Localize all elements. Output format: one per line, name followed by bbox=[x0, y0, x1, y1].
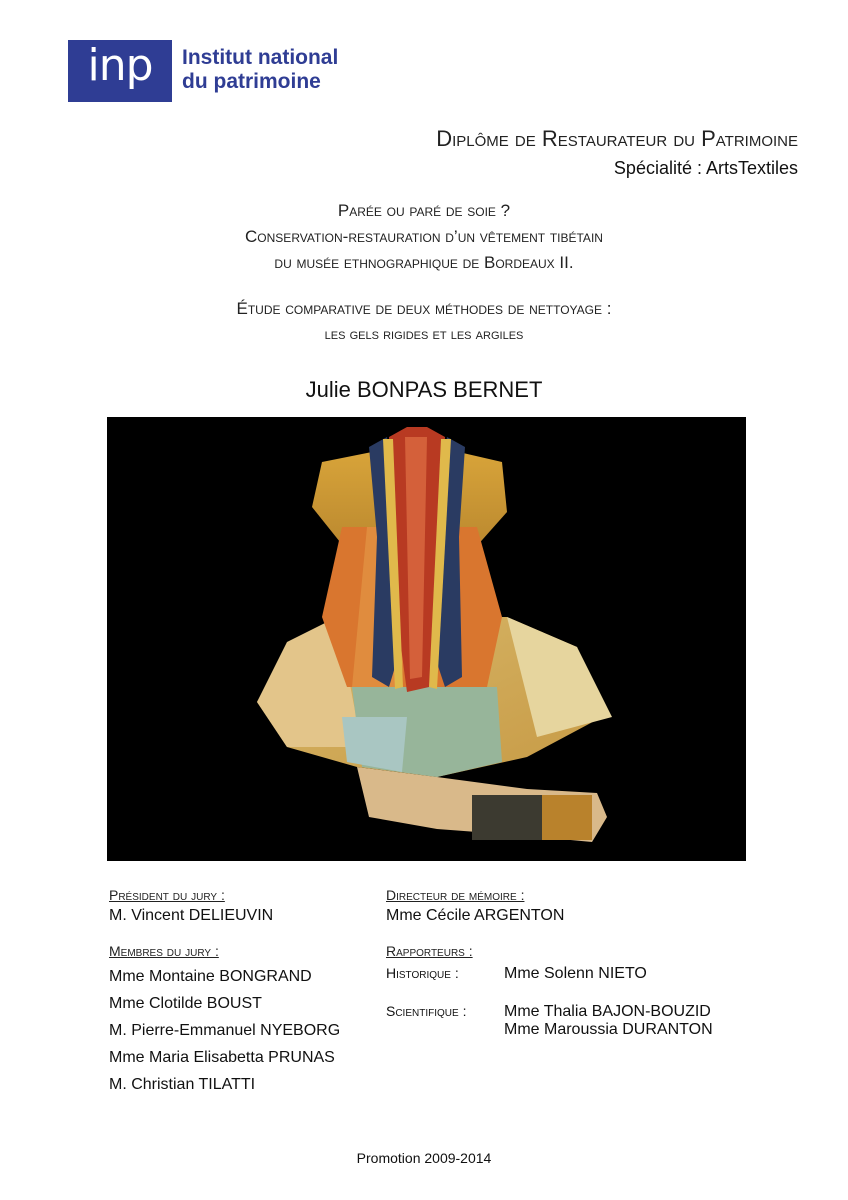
specialty: Spécialité : ArtsTextiles bbox=[613, 158, 798, 178]
president-label: Président du jury : bbox=[109, 887, 225, 903]
scientifique-name: Mme Thalia BAJON-BOUZID bbox=[504, 1003, 711, 1020]
promotion: Promotion 2009-2014 bbox=[356, 1150, 492, 1166]
scientifique-row bbox=[386, 1003, 713, 1039]
logo-abbr: inp bbox=[87, 40, 153, 91]
director-name: Mme Cécile ARGENTON bbox=[386, 907, 565, 924]
jury-section bbox=[109, 887, 340, 1098]
rapporteurs-label: Rapporteurs : bbox=[386, 943, 473, 959]
title-line-5: les gels rigides et les argiles bbox=[324, 326, 524, 343]
members-list bbox=[109, 963, 340, 1098]
title-line-4: Étude comparative de deux méthodes de nettoyage : bbox=[236, 299, 612, 318]
historique-row bbox=[386, 965, 713, 983]
jury-member: M. Christian TILATTI bbox=[109, 1076, 256, 1093]
director-label: Directeur de mémoire : bbox=[386, 887, 525, 903]
president-name: M. Vincent DELIEUVIN bbox=[109, 907, 274, 924]
historique-label: Historique : bbox=[386, 965, 459, 981]
logo-institution-name bbox=[182, 46, 338, 94]
jury-member: Mme Montaine BONGRAND bbox=[109, 968, 312, 985]
diploma-title: Diplôme de Restaurateur du Patrimoine bbox=[436, 126, 798, 151]
title-line-2: Conservation-restauration d’un vêtement tibétain bbox=[245, 227, 603, 246]
thesis-subtitle bbox=[0, 296, 848, 348]
members-label: Membres du jury : bbox=[109, 943, 219, 959]
memoire-section bbox=[386, 887, 713, 1039]
jury-member: M. Pierre-Emmanuel NYEBORG bbox=[109, 1022, 341, 1039]
garment-photo bbox=[107, 417, 746, 861]
thesis-title bbox=[0, 198, 848, 276]
scientifique-names bbox=[504, 1003, 713, 1039]
scientifique-label: Scientifique : bbox=[386, 1003, 467, 1019]
tibetan-garment-image bbox=[107, 417, 746, 861]
jury-member: Mme Clotilde BOUST bbox=[109, 995, 262, 1012]
scientifique-name: Mme Maroussia DURANTON bbox=[504, 1021, 713, 1038]
author-name: Julie BONPAS BERNET bbox=[305, 377, 543, 402]
inp-logo bbox=[68, 40, 172, 102]
logo-line-2: du patrimoine bbox=[182, 70, 321, 93]
logo-line-1: Institut national bbox=[182, 46, 339, 69]
historique-name: Mme Solenn NIETO bbox=[504, 965, 647, 982]
title-line-1: Parée ou paré de soie ? bbox=[337, 201, 511, 220]
jury-member: Mme Maria Elisabetta PRUNAS bbox=[109, 1049, 335, 1066]
title-line-3: du musée ethnographique de Bordeaux II. bbox=[274, 253, 574, 272]
